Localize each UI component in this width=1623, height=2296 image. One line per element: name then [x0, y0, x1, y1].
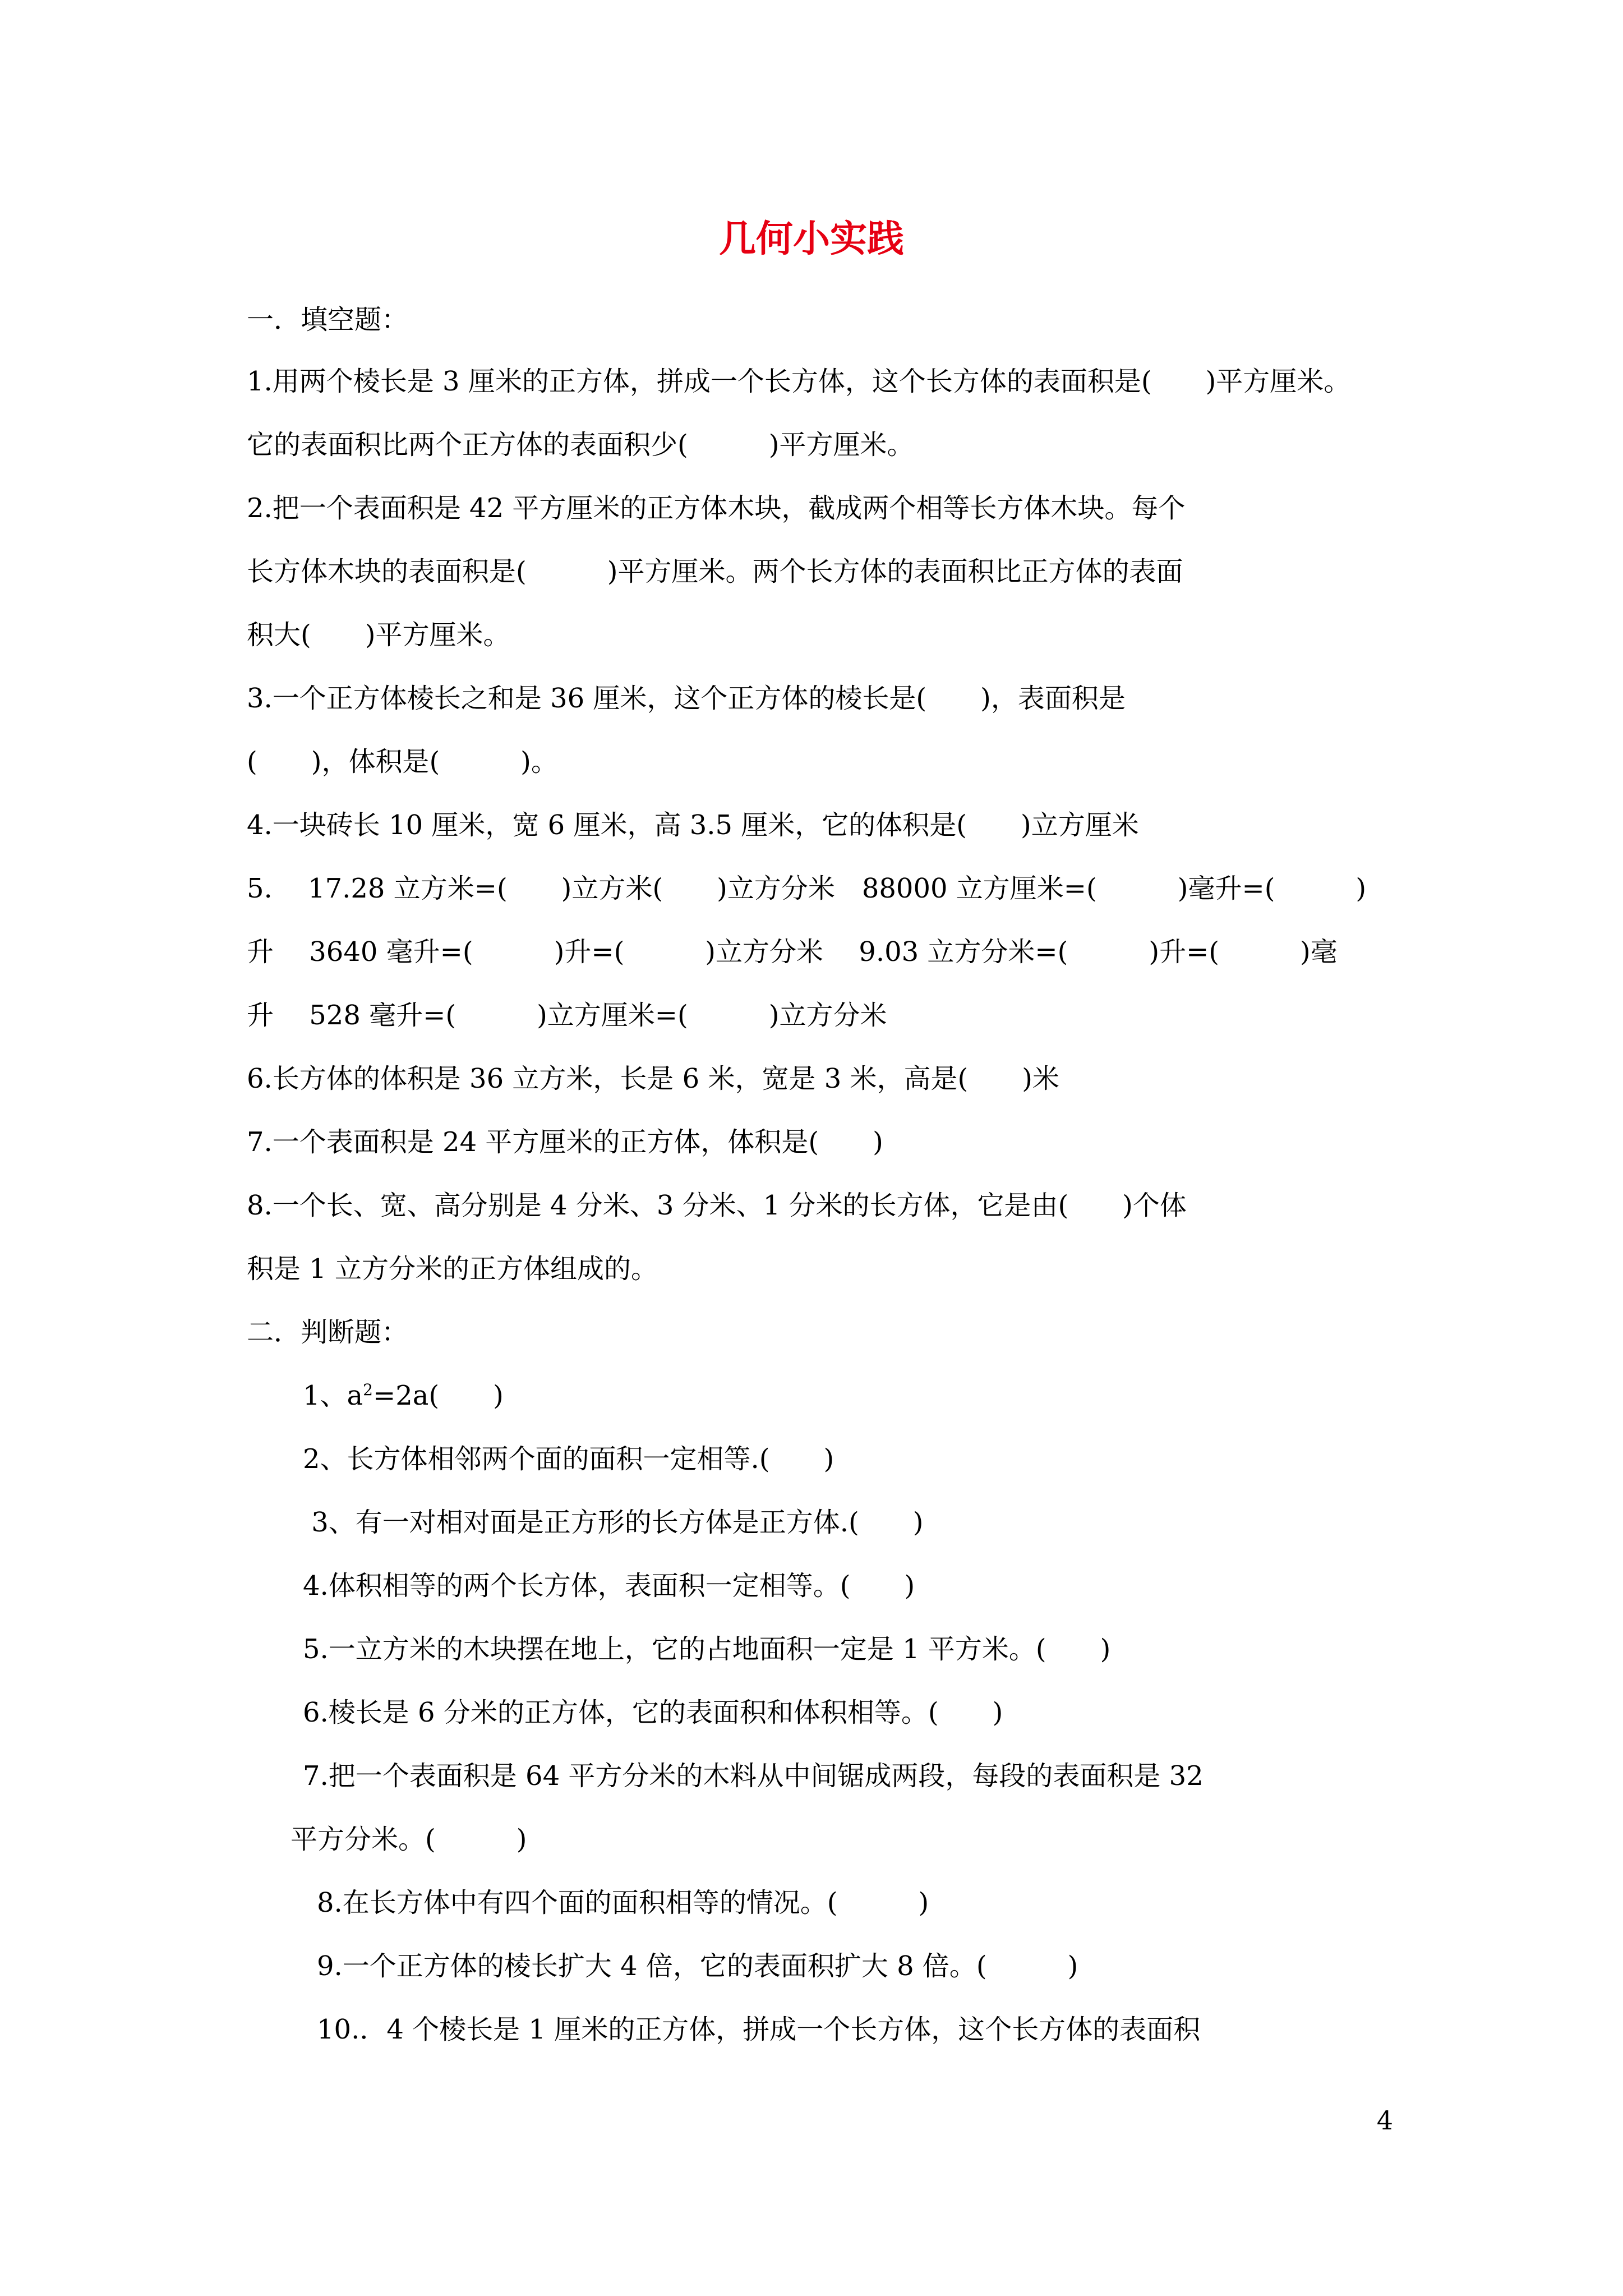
fill-blank-line: 6.长方体的体积是 36 立方米，长是 6 米，宽是 3 米，高是( )米: [247, 1063, 1059, 1094]
fill-blank-line: 长方体木块的表面积是( )平方厘米。两个长方体的表面积比正方体的表面: [247, 556, 1183, 587]
item-1-suffix: =2a( ): [373, 1380, 504, 1411]
fill-blank-line: 8.一个长、宽、高分别是 4 分米、3 分米、1 分米的长方体，它是由( )个体: [247, 1190, 1187, 1221]
true-false-line: 9.一个正方体的棱长扩大 4 倍，它的表面积扩大 8 倍。( ): [317, 1950, 1078, 1982]
fill-blank-line: 积是 1 立方分米的正方体组成的。: [247, 1253, 658, 1285]
section-heading-fill-blank: 一．填空题：: [247, 304, 409, 335]
true-false-item-1: [303, 1379, 504, 1412]
fill-blank-line: 5. 17.28 立方米=( )立方米( )立方分米 88000 立方厘米=( )毫升=( ): [247, 873, 1367, 904]
page-number: 4: [1376, 2105, 1393, 2136]
fill-blank-line: ( )，体积是( )。: [247, 746, 558, 777]
true-false-line: 2、长方体相邻两个面的面积一定相等.( ): [303, 1443, 834, 1475]
section-heading-true-false: 二．判断题：: [247, 1317, 409, 1348]
fill-blank-line: 它的表面积比两个正方体的表面积少( )平方厘米。: [247, 429, 914, 461]
fill-blank-line: 1.用两个棱长是 3 厘米的正方体，拼成一个长方体，这个长方体的表面积是( )平方厘米。: [247, 366, 1351, 397]
superscript-exponent: 2: [363, 1381, 373, 1399]
true-false-line: 4.体积相等的两个长方体，表面积一定相等。( ): [303, 1570, 915, 1602]
true-false-line: 10.．4 个棱长是 1 厘米的正方体，拼成一个长方体，这个长方体的表面积: [317, 2014, 1201, 2045]
true-false-line: 3、有一对相对面是正方形的长方体是正方体.( ): [303, 1507, 924, 1538]
fill-blank-line: 升 3640 毫升=( )升=( )立方分米 9.03 立方分米=( )升=( )毫: [247, 936, 1338, 968]
true-false-line: 7.把一个表面积是 64 平方分米的木料从中间锯成两段，每段的表面积是 32: [303, 1760, 1204, 1792]
page-title: 几何小实践: [719, 217, 904, 260]
item-1-prefix: 1、a: [303, 1380, 363, 1411]
true-false-line: 8.在长方体中有四个面的面积相等的情况。( ): [317, 1887, 929, 1918]
fill-blank-line: 3.一个正方体棱长之和是 36 厘米，这个正方体的棱长是( )，表面积是: [247, 683, 1126, 714]
true-false-line: 5.一立方米的木块摆在地上，它的占地面积一定是 1 平方米。( ): [303, 1634, 1111, 1665]
true-false-line: 6.棱长是 6 分米的正方体，它的表面积和体积相等。( ): [303, 1697, 1003, 1728]
fill-blank-line: 4.一块砖长 10 厘米，宽 6 厘米，高 3.5 厘米，它的体积是( )立方厘米: [247, 809, 1139, 841]
fill-blank-line: 积大( )平方厘米。: [247, 619, 510, 651]
fill-blank-line: 7.一个表面积是 24 平方厘米的正方体，体积是( ): [247, 1126, 883, 1158]
fill-blank-line: 2.把一个表面积是 42 平方厘米的正方体木块，截成两个相等长方体木块。每个: [247, 493, 1186, 524]
true-false-line: 平方分米。( ): [291, 1824, 527, 1855]
fill-blank-line: 升 528 毫升=( )立方厘米=( )立方分米: [247, 1000, 887, 1031]
